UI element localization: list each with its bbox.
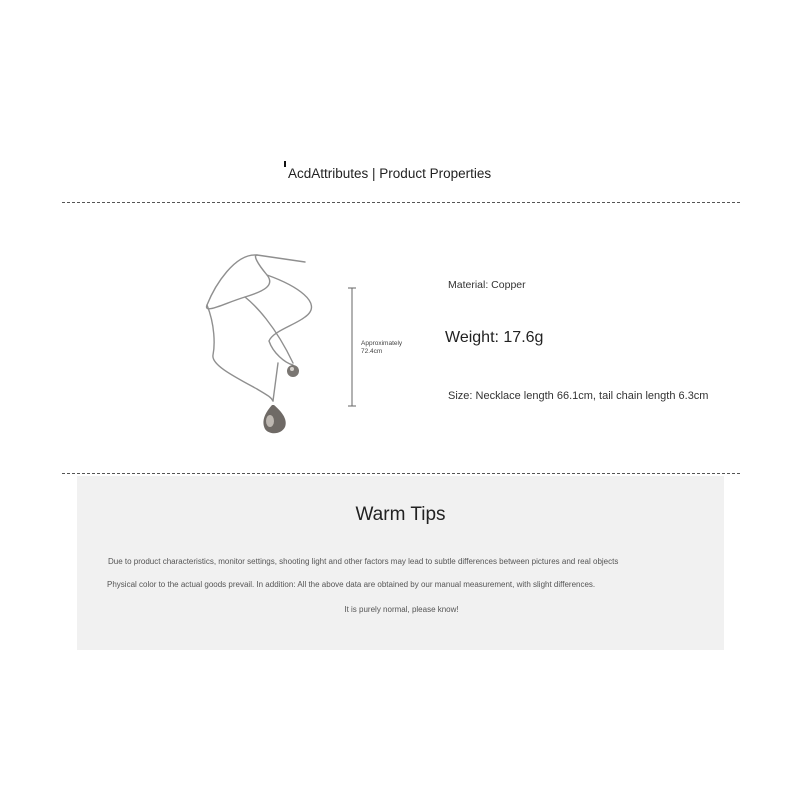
warm-tips-panel <box>77 476 724 650</box>
bottom-divider <box>62 473 740 474</box>
warm-tips-title: Warm Tips <box>355 504 446 525</box>
section-title: AcdAttributes | Product Properties <box>288 166 492 181</box>
material-attribute: Material: Copper <box>448 279 526 291</box>
warm-tips-line-2: Physical color to the actual goods prevail. In addition: All the above data are obtained by our manual measurement, with slight differences. <box>107 580 596 589</box>
necklace-image <box>195 245 325 445</box>
top-divider <box>62 202 740 203</box>
title-accent-mark <box>284 161 286 167</box>
warm-tips-line-3: It is purely normal, please know! <box>344 605 459 614</box>
length-measure-indicator <box>344 286 360 408</box>
size-attribute: Size: Necklace length 66.1cm, tail chain length 6.3cm <box>448 390 709 402</box>
warm-tips-line-1: Due to product characteristics, monitor settings, shooting light and other factors may lead to subtle differences between pictures and real objects <box>108 557 619 566</box>
weight-attribute: Weight: 17.6g <box>445 329 544 346</box>
length-measure-label: Approximately 72.4cm <box>361 340 403 355</box>
